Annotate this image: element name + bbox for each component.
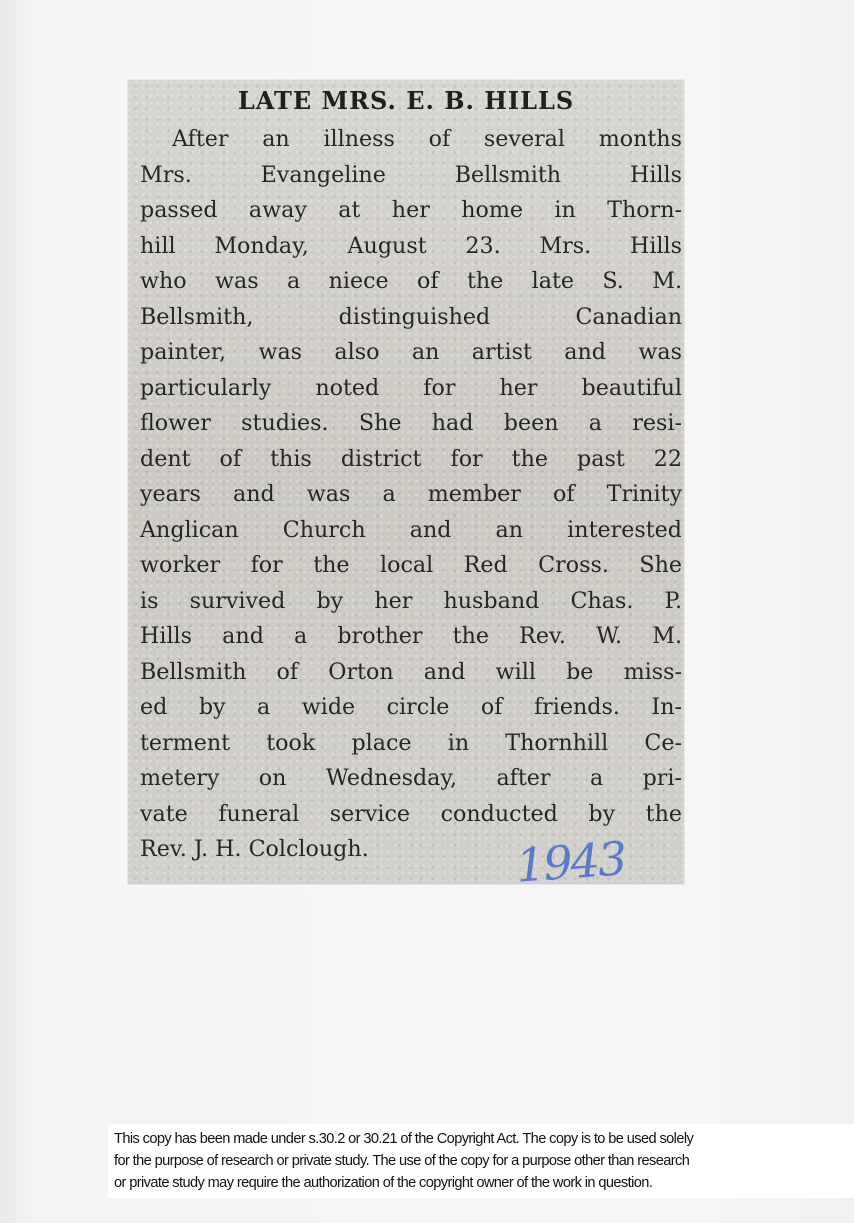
obituary-line: particularly noted for her beautiful (140, 374, 682, 401)
obituary-line: painter, was also an artist and was (140, 339, 682, 365)
copyright-notice-line: This copy has been made under s.30.2 or 30.21 of the Copyright Act. The copy is to be used solely (114, 1131, 694, 1147)
copyright-notice-line: or private study may require the authorization of the copyright owner of the work in question. (114, 1175, 653, 1191)
obituary-line: After an illness of several months (172, 126, 682, 152)
copyright-notice-line: for the purpose of research or private study. The use of the copy for a purpose other than research (114, 1153, 690, 1169)
obituary-line: terment took place in Thornhill Ce- (140, 729, 682, 756)
obituary-line: passed away at her home in Thorn- (140, 197, 682, 223)
obituary-line: Bellsmith of Orton and will be miss- (140, 658, 682, 685)
obituary-line: who was a niece of the late S. M. (140, 268, 682, 294)
obituary-line: flower studies. She had been a resi- (140, 410, 682, 436)
obituary-line: Hills and a brother the Rev. W. M. (140, 623, 682, 649)
obituary-line: vate funeral service conducted by the (140, 800, 682, 827)
obituary-line: Bellsmith, distinguished Canadian (140, 303, 682, 330)
obituary-line: metery on Wednesday, after a pri- (140, 765, 682, 791)
obituary-line: dent of this district for the past 22 (140, 445, 682, 472)
obituary-line: Mrs. Evangeline Bellsmith Hills (140, 161, 682, 188)
obituary-headline: LATE MRS. E. B. HILLS (237, 86, 575, 115)
handwritten-year-annotation: 1943 (514, 831, 627, 893)
obituary-line: Rev. J. H. Colclough. (140, 836, 369, 862)
obituary-body (140, 122, 682, 868)
obituary-line: hill Monday, August 23. Mrs. Hills (140, 232, 682, 259)
obituary-line: ed by a wide circle of friends. In- (140, 694, 682, 720)
obituary-line: worker for the local Red Cross. She (140, 552, 682, 578)
newspaper-clipping (128, 80, 684, 893)
obituary-line: Anglican Church and an interested (140, 516, 682, 543)
obituary-line: is survived by her husband Chas. P. (140, 587, 682, 614)
copyright-notice (108, 1124, 854, 1198)
obituary-line: years and was a member of Trinity (140, 481, 682, 507)
